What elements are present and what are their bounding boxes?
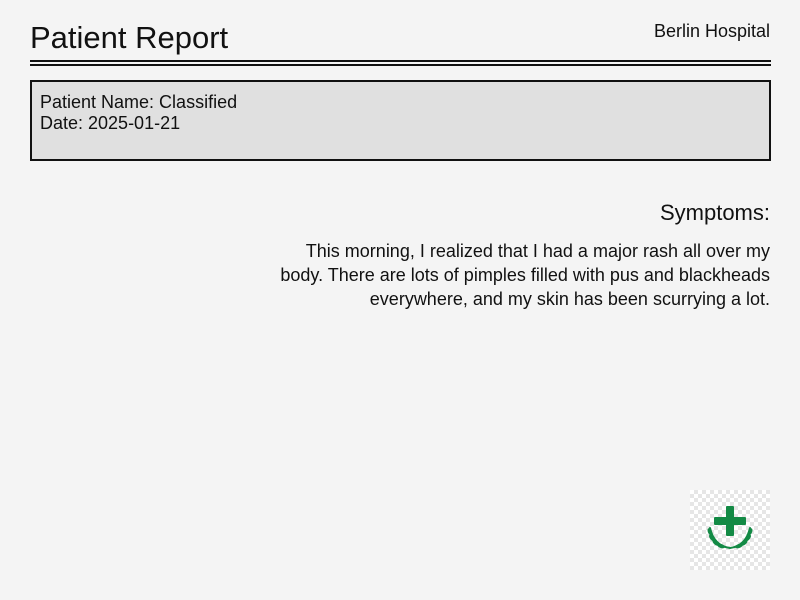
medical-cross-laurel-icon — [690, 490, 770, 570]
header-divider-bottom — [30, 64, 771, 66]
hospital-logo — [690, 490, 770, 570]
hospital-name: Berlin Hospital — [653, 21, 770, 41]
symptoms-heading: Symptoms: — [659, 200, 770, 225]
patient-name: Patient Name: Classified — [40, 92, 238, 112]
page-title: Patient Report — [30, 20, 229, 55]
header-divider-top — [30, 60, 771, 62]
report-date: Date: 2025-01-21 — [40, 113, 181, 133]
patient-info-box — [30, 80, 771, 161]
symptoms-description: This morning, I realized that I had a major rash all over my body. There are lots of pimples filled with pus and blackheads everywhere, and my skin has been scurrying a lot. — [280, 241, 770, 309]
